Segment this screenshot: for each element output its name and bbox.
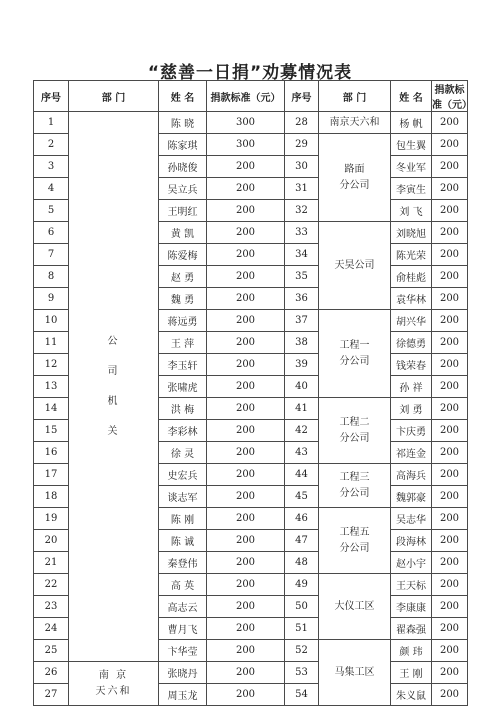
amount-cell: 200 [432, 596, 468, 618]
seq-cell: 20 [34, 530, 69, 552]
amount-cell: 200 [432, 398, 468, 420]
seq-cell: 19 [34, 508, 69, 530]
seq-cell: 34 [285, 244, 319, 266]
name-cell: 李康康 [391, 596, 432, 618]
amount-cell: 200 [207, 288, 285, 310]
amount-cell: 200 [432, 134, 468, 156]
name-cell: 吴志华 [391, 508, 432, 530]
seq-cell: 33 [285, 222, 319, 244]
header-seq-left: 序号 [34, 81, 69, 112]
amount-cell: 200 [432, 662, 468, 684]
amount-cell: 200 [207, 354, 285, 376]
header-dept-right: 部 门 [319, 81, 391, 112]
name-cell: 陈 刚 [159, 508, 207, 530]
amount-cell: 200 [432, 618, 468, 640]
name-cell: 袁华林 [391, 288, 432, 310]
dept-cell: 南 京 天六和 [69, 662, 159, 706]
amount-cell: 200 [432, 354, 468, 376]
seq-cell: 6 [34, 222, 69, 244]
amount-cell: 200 [207, 310, 285, 332]
seq-cell: 1 [34, 112, 69, 134]
name-cell: 俞桂彪 [391, 266, 432, 288]
amount-cell: 200 [207, 222, 285, 244]
name-cell: 钱荣春 [391, 354, 432, 376]
amount-cell: 200 [207, 376, 285, 398]
name-cell: 高 英 [159, 574, 207, 596]
seq-cell: 17 [34, 464, 69, 486]
name-cell: 王天标 [391, 574, 432, 596]
name-cell: 赵 勇 [159, 266, 207, 288]
seq-cell: 11 [34, 332, 69, 354]
amount-cell: 200 [207, 662, 285, 684]
name-cell: 颜 玮 [391, 640, 432, 662]
name-cell: 胡兴华 [391, 310, 432, 332]
dept-cell: 南京天六和 [319, 112, 391, 134]
header-name-left: 姓 名 [159, 81, 207, 112]
name-cell: 陈爱梅 [159, 244, 207, 266]
name-cell: 高海兵 [391, 464, 432, 486]
amount-cell: 200 [207, 464, 285, 486]
name-cell: 孙 祥 [391, 376, 432, 398]
seq-cell: 15 [34, 420, 69, 442]
amount-cell: 200 [432, 552, 468, 574]
seq-cell: 39 [285, 354, 319, 376]
amount-cell: 200 [207, 244, 285, 266]
amount-cell: 200 [207, 640, 285, 662]
seq-cell: 50 [285, 596, 319, 618]
name-cell: 刘晓旭 [391, 222, 432, 244]
name-cell: 祁连金 [391, 442, 432, 464]
dept-cell: 工程三 分公司 [319, 464, 391, 508]
amount-cell: 200 [432, 376, 468, 398]
name-cell: 卞华莹 [159, 640, 207, 662]
amount-cell: 200 [432, 640, 468, 662]
seq-cell: 30 [285, 156, 319, 178]
seq-cell: 8 [34, 266, 69, 288]
name-cell: 陈光荣 [391, 244, 432, 266]
header-amount-right: 捐款标准（元） [432, 81, 468, 112]
amount-cell: 200 [207, 508, 285, 530]
seq-cell: 38 [285, 332, 319, 354]
name-cell: 黄 凯 [159, 222, 207, 244]
name-cell: 史宏兵 [159, 464, 207, 486]
seq-cell: 35 [285, 266, 319, 288]
seq-cell: 32 [285, 200, 319, 222]
table-row [34, 662, 468, 684]
amount-cell: 200 [432, 266, 468, 288]
name-cell: 蒋远勇 [159, 310, 207, 332]
name-cell: 杨 帆 [391, 112, 432, 134]
seq-cell: 13 [34, 376, 69, 398]
amount-cell: 200 [432, 530, 468, 552]
dept-cell: 大仪工区 [319, 574, 391, 640]
amount-cell: 200 [207, 618, 285, 640]
seq-cell: 21 [34, 552, 69, 574]
dept-cell: 路面 分公司 [319, 134, 391, 222]
seq-cell: 29 [285, 134, 319, 156]
seq-cell: 36 [285, 288, 319, 310]
amount-cell: 200 [207, 420, 285, 442]
name-cell: 王 刚 [391, 662, 432, 684]
amount-cell: 200 [432, 156, 468, 178]
amount-cell: 200 [432, 684, 468, 706]
dept-cell: 工程二 分公司 [319, 398, 391, 464]
table-body [34, 112, 468, 706]
amount-cell: 200 [207, 684, 285, 706]
name-cell: 徐 灵 [159, 442, 207, 464]
name-cell: 段海林 [391, 530, 432, 552]
name-cell: 包生翼 [391, 134, 432, 156]
name-cell: 张啸虎 [159, 376, 207, 398]
amount-cell: 200 [207, 156, 285, 178]
name-cell: 王明红 [159, 200, 207, 222]
name-cell: 徐德勇 [391, 332, 432, 354]
name-cell: 卞庆勇 [391, 420, 432, 442]
seq-cell: 47 [285, 530, 319, 552]
seq-cell: 43 [285, 442, 319, 464]
amount-cell: 200 [432, 332, 468, 354]
amount-cell: 300 [207, 112, 285, 134]
amount-cell: 300 [207, 134, 285, 156]
seq-cell: 48 [285, 552, 319, 574]
seq-cell: 44 [285, 464, 319, 486]
seq-cell: 27 [34, 684, 69, 706]
amount-cell: 200 [432, 508, 468, 530]
amount-cell: 200 [207, 574, 285, 596]
name-cell: 李寅生 [391, 178, 432, 200]
name-cell: 吴立兵 [159, 178, 207, 200]
name-cell: 李玉轩 [159, 354, 207, 376]
dept-cell: 工程五 分公司 [319, 508, 391, 574]
seq-cell: 46 [285, 508, 319, 530]
seq-cell: 40 [285, 376, 319, 398]
amount-cell: 200 [207, 530, 285, 552]
name-cell: 陈家琪 [159, 134, 207, 156]
seq-cell: 16 [34, 442, 69, 464]
name-cell: 刘 飞 [391, 200, 432, 222]
seq-cell: 42 [285, 420, 319, 442]
header-amount-left: 捐款标准（元） [207, 81, 285, 112]
dept-cell: 天昊公司 [319, 222, 391, 310]
seq-cell: 24 [34, 618, 69, 640]
name-cell: 曹月飞 [159, 618, 207, 640]
seq-cell: 9 [34, 288, 69, 310]
seq-cell: 26 [34, 662, 69, 684]
amount-cell: 200 [207, 200, 285, 222]
name-cell: 朱义鼠 [391, 684, 432, 706]
seq-cell: 14 [34, 398, 69, 420]
seq-cell: 25 [34, 640, 69, 662]
seq-cell: 18 [34, 486, 69, 508]
amount-cell: 200 [432, 244, 468, 266]
name-cell: 魏郭豪 [391, 486, 432, 508]
seq-cell: 4 [34, 178, 69, 200]
name-cell: 陈 晓 [159, 112, 207, 134]
seq-cell: 28 [285, 112, 319, 134]
header-dept-left: 部 门 [69, 81, 159, 112]
name-cell: 刘 勇 [391, 398, 432, 420]
amount-cell: 200 [432, 178, 468, 200]
seq-cell: 3 [34, 156, 69, 178]
seq-cell: 10 [34, 310, 69, 332]
amount-cell: 200 [432, 420, 468, 442]
amount-cell: 200 [432, 442, 468, 464]
amount-cell: 200 [207, 552, 285, 574]
seq-cell: 45 [285, 486, 319, 508]
name-cell: 谈志军 [159, 486, 207, 508]
amount-cell: 200 [432, 486, 468, 508]
seq-cell: 23 [34, 596, 69, 618]
amount-cell: 200 [432, 222, 468, 244]
name-cell: 魏 勇 [159, 288, 207, 310]
name-cell: 张晓丹 [159, 662, 207, 684]
name-cell: 翟森强 [391, 618, 432, 640]
amount-cell: 200 [432, 288, 468, 310]
name-cell: 陈 诚 [159, 530, 207, 552]
amount-cell: 200 [207, 178, 285, 200]
seq-cell: 51 [285, 618, 319, 640]
donation-table [33, 80, 472, 706]
seq-cell: 53 [285, 662, 319, 684]
amount-cell: 200 [207, 266, 285, 288]
page-title: “慈善一日捐”劝募情况表 [147, 63, 353, 83]
dept-cell: 马集工区 [319, 640, 391, 706]
seq-cell: 7 [34, 244, 69, 266]
seq-cell: 12 [34, 354, 69, 376]
seq-cell: 41 [285, 398, 319, 420]
amount-cell: 200 [207, 398, 285, 420]
name-cell: 高志云 [159, 596, 207, 618]
dept-cell: 公 司 机 关 [69, 112, 159, 662]
amount-cell: 200 [432, 464, 468, 486]
header-name-right: 姓 名 [391, 81, 432, 112]
seq-cell: 5 [34, 200, 69, 222]
amount-cell: 200 [432, 574, 468, 596]
amount-cell: 200 [432, 200, 468, 222]
amount-cell: 200 [207, 332, 285, 354]
table-header-row [34, 81, 468, 112]
dept-cell: 工程一 分公司 [319, 310, 391, 398]
seq-cell: 52 [285, 640, 319, 662]
seq-cell: 37 [285, 310, 319, 332]
amount-cell: 200 [432, 310, 468, 332]
amount-cell: 200 [207, 486, 285, 508]
name-cell: 孙晓俊 [159, 156, 207, 178]
name-cell: 赵小宇 [391, 552, 432, 574]
name-cell: 冬业军 [391, 156, 432, 178]
amount-cell: 200 [207, 596, 285, 618]
name-cell: 洪 梅 [159, 398, 207, 420]
seq-cell: 31 [285, 178, 319, 200]
header-seq-right: 序号 [285, 81, 319, 112]
name-cell: 王 萍 [159, 332, 207, 354]
amount-cell: 200 [432, 112, 468, 134]
seq-cell: 22 [34, 574, 69, 596]
amount-cell: 200 [207, 442, 285, 464]
table-row [34, 112, 468, 134]
name-cell: 李彩林 [159, 420, 207, 442]
name-cell: 秦登伟 [159, 552, 207, 574]
seq-cell: 54 [285, 684, 319, 706]
seq-cell: 49 [285, 574, 319, 596]
name-cell: 周玉龙 [159, 684, 207, 706]
seq-cell: 2 [34, 134, 69, 156]
